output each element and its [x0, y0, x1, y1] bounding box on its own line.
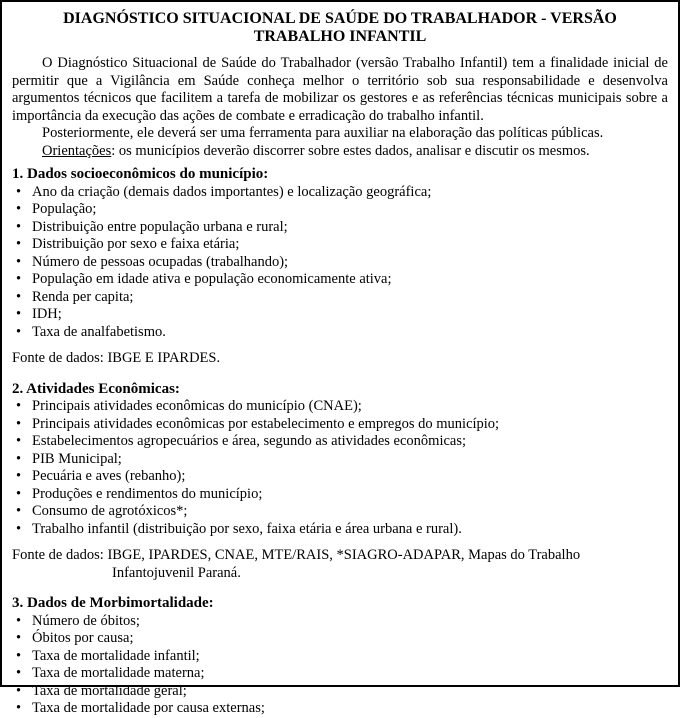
section-socioeconomic-data — [12, 166, 668, 368]
section-1-data-source: Fonte de dados: IBGE E IPARDES. — [12, 350, 221, 366]
intro-paragraph-2: Posteriormente, ele deverá ser uma ferramenta para auxiliar na elaboração das políticas públicas. — [42, 125, 604, 141]
section-morbimortality-data — [12, 595, 668, 718]
orientacoes-text: : os municípios deverão discorrer sobre estes dados, analisar e discutir os mesmos. — [111, 142, 590, 159]
list-item: • Ano da criação (demais dados importantes) e localização geográfica; — [12, 184, 668, 202]
list-item: • Produções e rendimentos do município; — [12, 486, 668, 504]
list-item: • Principais atividades econômicas do município (CNAE); — [12, 398, 668, 416]
document-title — [12, 10, 668, 45]
section-3-list — [12, 613, 668, 718]
section-2-heading: 2. Atividades Econômicas: — [12, 380, 180, 397]
list-item: • Óbitos por causa; — [12, 630, 668, 648]
list-item: • Número de óbitos; — [12, 613, 668, 631]
section-2-data-source-line1: Fonte de dados: IBGE, IPARDES, CNAE, MTE/RAIS, *SIAGRO-ADAPAR, Mapas do Trabalho — [12, 547, 581, 563]
list-item: • Consumo de agrotóxicos*; — [12, 503, 668, 521]
intro-paragraph-3 — [12, 143, 668, 161]
list-item: • Principais atividades econômicas por estabelecimento e empregos do município; — [12, 416, 668, 434]
section-2-data-source — [12, 547, 668, 582]
section-2-list — [12, 398, 668, 538]
intro-paragraphs — [12, 55, 668, 160]
list-item: • Estabelecimentos agropecuários e área, segundo as atividades econômicas; — [12, 433, 668, 451]
list-item: • Taxa de mortalidade materna; — [12, 665, 668, 683]
list-item: • Número de pessoas ocupadas (trabalhando); — [12, 254, 668, 272]
section-1-heading: 1. Dados socioeconômicos do município: — [12, 166, 269, 182]
section-2-data-source-line2: Infantojuvenil Paraná. — [112, 564, 241, 581]
list-item: • Taxa de mortalidade por causa externas; — [12, 700, 668, 718]
list-item: • Renda per capita; — [12, 289, 668, 307]
list-item: • PIB Municipal; — [12, 451, 668, 469]
list-item: • Taxa de mortalidade geral; — [12, 683, 668, 701]
list-item: • Taxa de mortalidade infantil; — [12, 648, 668, 666]
section-3-heading: 3. Dados de Morbimortalidade: — [12, 595, 214, 611]
list-item: • População; — [12, 201, 668, 219]
list-item: • Pecuária e aves (rebanho); — [12, 468, 668, 486]
section-1-list — [12, 184, 668, 342]
section-economic-activities — [12, 381, 668, 583]
list-item: • População em idade ativa e população economicamente ativa; — [12, 271, 668, 289]
list-item: • Taxa de analfabetismo. — [12, 324, 668, 342]
list-item: • Distribuição por sexo e faixa etária; — [12, 236, 668, 254]
orientacoes-label: Orientações — [42, 142, 112, 159]
document-title-line2: TRABALHO INFANTIL — [253, 27, 427, 45]
intro-paragraph-1: O Diagnóstico Situacional de Saúde do Trabalhador (versão Trabalho Infantil) tem a finalidade inicial de permitir que a Vigilância em Saúde conheça melhor o território sob sua responsabilidade e desenvolva argumentos técnicos que facilitem a tarefa de mobilizar os gestores e as referências técnicas municipais sobre a importância da execução das ações de combate e erradicação do trabalho infantil. — [12, 55, 668, 124]
list-item: • IDH; — [12, 306, 668, 324]
list-item: • Distribuição entre população urbana e rural; — [12, 219, 668, 237]
list-item: • Trabalho infantil (distribuição por sexo, faixa etária e área urbana e rural). — [12, 521, 668, 539]
document-title-line1: DIAGNÓSTICO SITUACIONAL DE SAÚDE DO TRABALHADOR - VERSÃO — [63, 10, 617, 27]
